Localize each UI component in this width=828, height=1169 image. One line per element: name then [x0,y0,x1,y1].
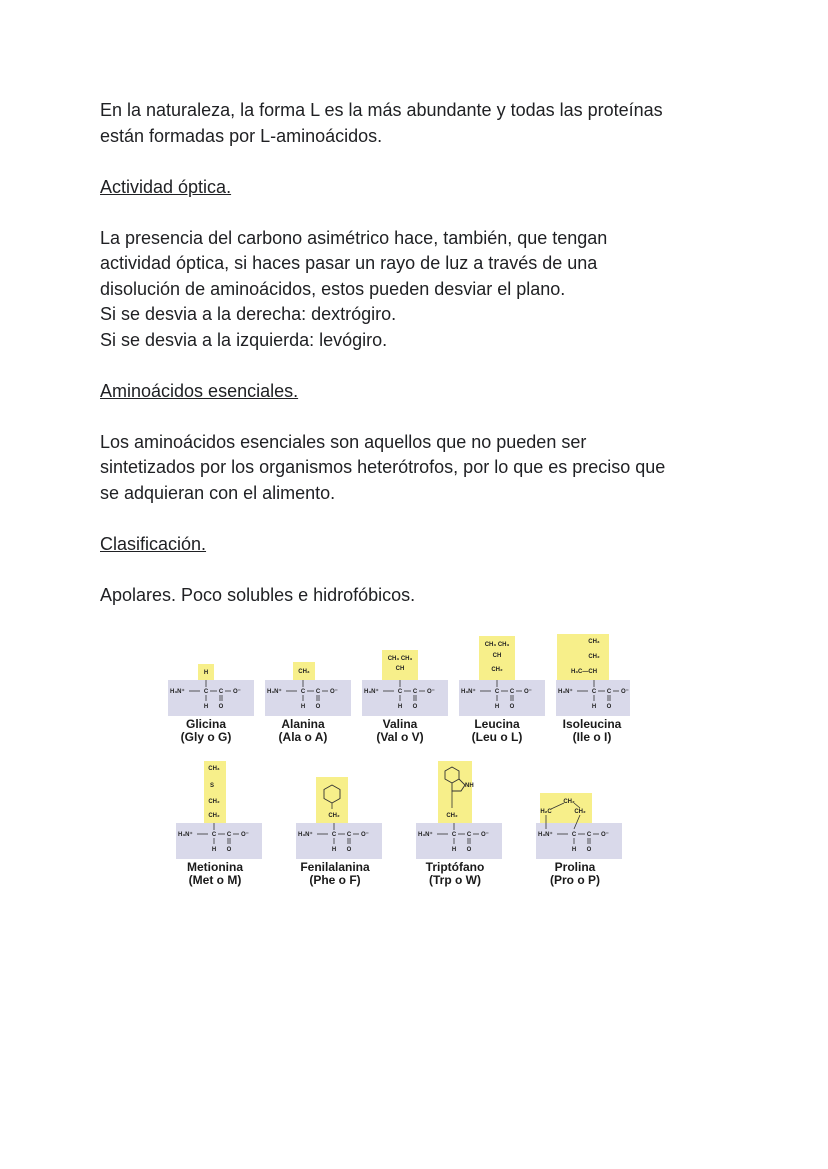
aa-prolina [536,761,622,887]
svg-text:H₃N⁺: H₃N⁺ [461,689,476,695]
svg-text:C: C [397,689,403,695]
svg-text:H: H [211,847,217,853]
svg-text:O: O [412,704,418,710]
aa-name: Alanina (Ala o A) [278,717,328,744]
aa-name: Valina (Val o V) [376,717,424,744]
svg-text:CH₂: CH₂ [328,813,340,819]
optica-line-2: actividad óptica, si haces pasar un rayo de luz a través de una [100,253,598,273]
svg-text:O⁻: O⁻ [233,689,241,695]
svg-text:S: S [209,783,215,789]
svg-text:CH₃: CH₃ [298,669,310,675]
heading-aminoacidos-esenciales: Aminoácidos esenciales. [100,380,299,401]
svg-text:C: C [218,689,224,695]
svg-text:CH₂: CH₂ [491,667,503,673]
svg-text:H: H [591,704,597,710]
aa-alanina [265,633,351,744]
svg-text:CH₂: CH₂ [208,813,220,819]
svg-text:O: O [606,704,612,710]
intro-line-2: están formadas por L-aminoácidos. [100,125,383,146]
svg-text:C: C [315,689,321,695]
svg-text:C: C [226,832,232,838]
aa-valina [362,633,448,744]
aa-isoleucina [556,633,642,744]
svg-text:C: C [466,832,472,838]
svg-text:H₂C: H₂C [540,809,552,815]
svg-text:O: O [509,704,515,710]
svg-text:H: H [571,847,577,853]
svg-text:C: C [571,832,577,838]
aa-fenilalanina [296,761,382,887]
esenciales-line-1: Los aminoácidos esenciales son aquellos que no pueden ser [100,431,587,452]
svg-text:O⁻: O⁻ [524,689,532,695]
svg-text:O⁻: O⁻ [621,689,629,695]
svg-text:H₃N⁺: H₃N⁺ [418,832,433,838]
svg-text:CH: CH [395,666,405,672]
svg-text:O⁻: O⁻ [330,689,338,695]
metionina-structure [176,761,262,861]
svg-text:C: C [300,689,306,695]
aa-name: Fenilalanina (Phe o F) [300,860,370,887]
svg-text:O⁻: O⁻ [361,832,369,838]
aa-name: Glicina (Gly o G) [180,717,232,744]
svg-text:O⁻: O⁻ [427,689,435,695]
svg-text:O⁻: O⁻ [601,832,609,838]
svg-text:H: H [451,847,457,853]
svg-text:CH₃ CH₃: CH₃ CH₃ [484,642,510,648]
svg-text:O: O [466,847,472,853]
svg-text:O: O [346,847,352,853]
svg-text:C: C [331,832,337,838]
svg-text:C: C [451,832,457,838]
svg-text:NH: NH [465,783,474,789]
prolina-structure [536,761,622,861]
svg-text:O: O [226,847,232,853]
svg-text:CH₂: CH₂ [208,799,220,805]
isoleucina-structure [556,633,642,723]
aa-name: Metionina (Met o M) [187,860,243,887]
aa-glicina [168,633,254,744]
svg-text:H₃N⁺: H₃N⁺ [538,832,553,838]
svg-text:C: C [494,689,500,695]
svg-text:C: C [346,832,352,838]
document-body [100,98,740,608]
side-chain-label: H [203,670,209,676]
amino-acid-figure [168,633,630,898]
svg-text:H: H [494,704,500,710]
svg-text:H₃N⁺: H₃N⁺ [558,689,573,695]
svg-text:H₃N⁺: H₃N⁺ [178,832,193,838]
esenciales-line-3: se adquieran con el alimento. [100,482,336,503]
svg-text:CH₂: CH₂ [446,813,458,819]
svg-text:CH₂: CH₂ [588,654,600,660]
svg-text:C: C [211,832,217,838]
svg-text:O: O [586,847,592,853]
glicina-structure [168,633,254,723]
svg-text:H₃N⁺: H₃N⁺ [364,689,379,695]
optica-line-1: La presencia del carbono asimétrico hace, también, que tengan [100,227,608,248]
svg-text:C: C [586,832,592,838]
svg-text:H: H [331,847,337,853]
svg-text:H: H [203,704,209,710]
svg-text:C: C [606,689,612,695]
svg-text:H₃C—CH: H₃C—CH [570,669,598,675]
svg-text:H: H [300,704,306,710]
svg-text:C: C [591,689,597,695]
svg-text:CH: CH [492,653,502,659]
svg-text:O⁻: O⁻ [241,832,249,838]
svg-text:C: C [203,689,209,695]
svg-text:O: O [315,704,321,710]
esenciales-line-2: sintetizados por los organismos heterótrofos, por lo que es preciso que [100,457,666,477]
svg-text:H₃N⁺: H₃N⁺ [267,689,282,695]
alanina-structure [265,633,351,723]
fenilalanina-structure [296,761,382,861]
aa-triptofano [416,761,502,887]
optica-line-3: disolución de aminoácidos, estos pueden desviar el plano. [100,278,566,299]
svg-text:C: C [412,689,418,695]
aa-name: Leucina (Leu o L) [471,717,523,744]
svg-text:H: H [397,704,403,710]
intro-line-1: En la naturaleza, la forma L es la más abundante y todas las proteínas [100,100,663,120]
svg-text:CH₃: CH₃ [208,766,220,772]
aa-name: Triptófano (Trp o W) [425,860,485,887]
svg-text:CH₂: CH₂ [574,809,586,815]
apolares-line: Apolares. Poco solubles e hidrofóbicos. [100,584,416,605]
svg-text:CH₃ CH₃: CH₃ CH₃ [387,656,413,662]
optica-line-5: Si se desvia a la izquierda: levógiro. [100,329,388,350]
optica-line-4: Si se desvia a la derecha: dextrógiro. [100,304,397,324]
svg-text:CH₃: CH₃ [588,639,600,645]
aa-name: Isoleucina (Ile o I) [562,717,622,744]
heading-actividad-optica: Actividad óptica. [100,176,232,197]
svg-text:H₃N⁺: H₃N⁺ [298,832,313,838]
aa-leucina [459,633,545,744]
aa-name: Prolina (Pro o P) [550,860,600,887]
valina-structure [362,633,448,723]
leucina-structure [459,633,545,723]
aa-metionina [176,761,262,887]
svg-text:H₃N⁺: H₃N⁺ [170,689,185,695]
svg-text:O⁻: O⁻ [481,832,489,838]
heading-clasificacion: Clasificación. [100,533,207,554]
svg-text:O: O [218,704,224,710]
svg-text:C: C [509,689,515,695]
svg-text:CH₂: CH₂ [563,799,575,805]
triptofano-structure [416,761,502,861]
